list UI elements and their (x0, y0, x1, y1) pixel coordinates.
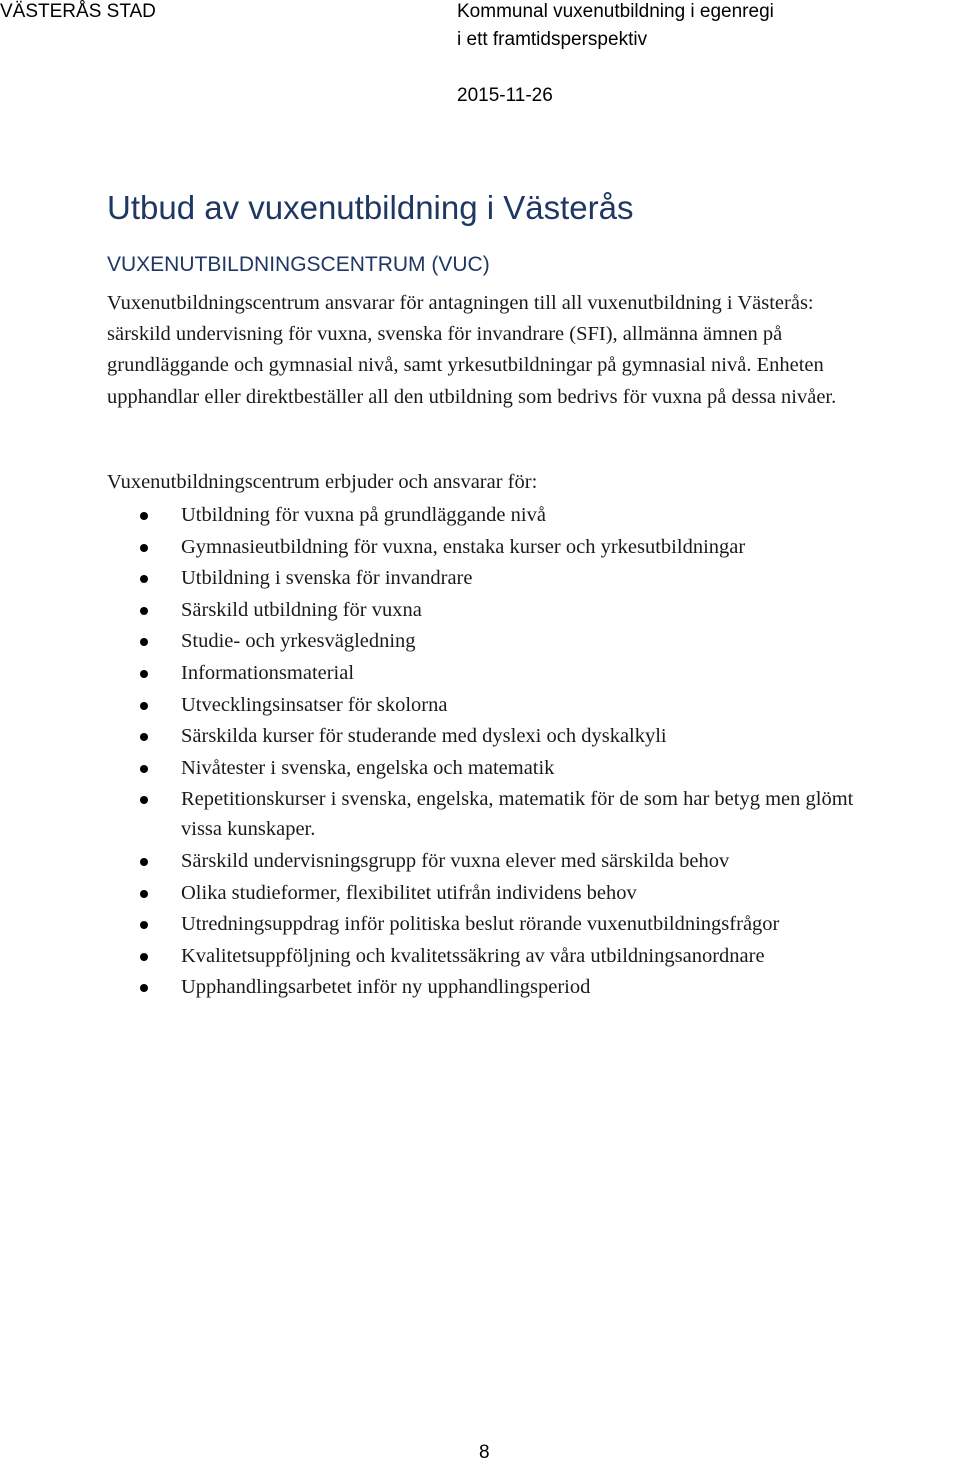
list-item (107, 753, 877, 783)
bullet-icon (140, 733, 148, 741)
bullet-icon (140, 796, 148, 804)
list-item-text: Repetitionskurser i svenska, engelska, matematik för de som har betyg men glömt vissa kunskaper. (181, 788, 854, 841)
list-item (107, 595, 877, 625)
header-title-line-1: Kommunal vuxenutbildning i egenregi (457, 1, 774, 22)
bullet-icon (140, 575, 148, 583)
list-item (107, 658, 877, 688)
header-title-line-2: i ett framtidsperspektiv (457, 29, 648, 50)
header-document-title (457, 0, 774, 54)
bullet-icon (140, 858, 148, 866)
list-item (107, 941, 877, 971)
list-item-text: Kvalitetsuppföljning och kvalitetssäkring av våra utbildningsanordnare (181, 944, 765, 967)
list-item-text: Särskilda kurser för studerande med dyslexi och dyskalkyli (181, 725, 667, 748)
bullet-icon (140, 984, 148, 992)
bullet-icon (140, 921, 148, 929)
header-date: 2015-11-26 (457, 85, 553, 106)
list-item-text: Gymnasieutbildning för vuxna, enstaka kurser och yrkesutbildningar (181, 535, 746, 558)
list-item (107, 626, 877, 656)
list-item (107, 563, 877, 593)
bullet-icon (140, 890, 148, 898)
list-item-text: Informationsmaterial (181, 661, 355, 684)
bullet-icon (140, 512, 148, 520)
list-item (107, 909, 877, 939)
header-organization: VÄSTERÅS STAD (0, 1, 156, 22)
list-item (107, 500, 877, 530)
list-item-text: Studie- och yrkesvägledning (181, 630, 416, 653)
list-item-text: Utredningsuppdrag inför politiska beslut rörande vuxenutbildningsfrågor (181, 913, 780, 936)
section-subtitle: VUXENUTBILDNINGSCENTRUM (VUC) (107, 253, 490, 276)
list-item (107, 784, 877, 844)
bullet-icon (140, 607, 148, 615)
bullet-icon (140, 670, 148, 678)
list-item (107, 690, 877, 720)
page-number: 8 (479, 1442, 490, 1463)
bullet-icon (140, 638, 148, 646)
list-item (107, 878, 877, 908)
list-lead-paragraph: Vuxenutbildningscentrum erbjuder och ansvarar för: (107, 471, 538, 493)
list-item-text: Särskild utbildning för vuxna (181, 598, 422, 621)
bullet-icon (140, 544, 148, 552)
page-title: Utbud av vuxenutbildning i Västerås (107, 189, 634, 226)
list-item-text: Utbildning för vuxna på grundläggande nivå (181, 504, 546, 526)
list-item (107, 721, 877, 751)
list-item-text: Utbildning i svenska för invandrare (181, 567, 473, 590)
offerings-list (107, 500, 877, 1004)
bullet-icon (140, 953, 148, 961)
list-item-text: Olika studieformer, flexibilitet utifrån individens behov (181, 881, 637, 904)
intro-paragraph: Vuxenutbildningscentrum ansvarar för antagningen till all vuxenutbildning i Västerås: särskild undervisning för vuxna, svenska för invandrare (SFI), allmänna ämnen på grundläggande och gymnasial nivå, samt yrkesutbildningar på gymnasial nivå. Enheten upphandlar eller direktbeställer all den utbildning som bedrivs för vuxna på dessa nivåer. (107, 292, 837, 408)
list-item-text: Nivåtester i svenska, engelska och matematik (181, 756, 555, 779)
list-item-text: Upphandlingsarbetet inför ny upphandlingsperiod (181, 976, 591, 999)
list-item (107, 972, 877, 1002)
list-item (107, 846, 877, 876)
list-item (107, 532, 877, 562)
list-item-text: Särskild undervisningsgrupp för vuxna elever med särskilda behov (181, 849, 730, 872)
list-item-text: Utvecklingsinsatser för skolorna (181, 693, 448, 716)
bullet-icon (140, 765, 148, 773)
bullet-icon (140, 702, 148, 710)
